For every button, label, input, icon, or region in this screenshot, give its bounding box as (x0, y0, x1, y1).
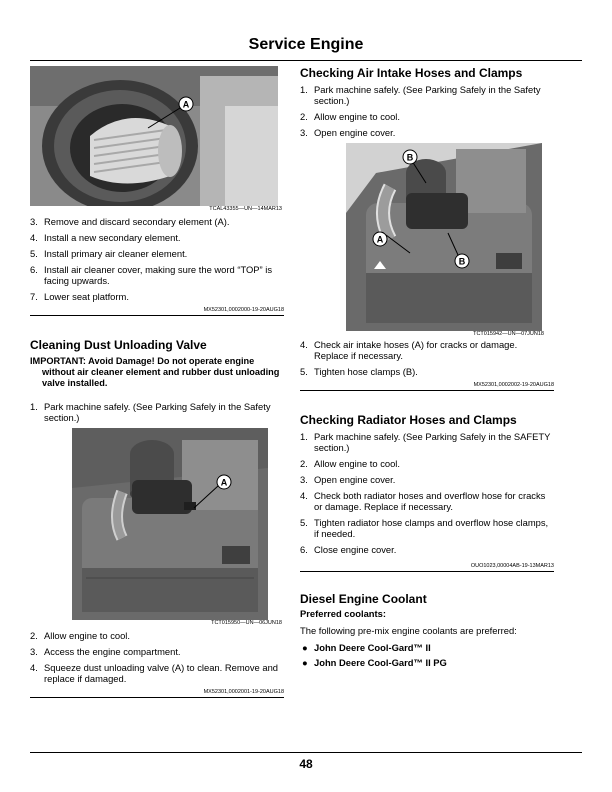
callout-a: A (182, 99, 190, 110)
reference-code: MX52301,0002001-19-20AUG18 (203, 689, 284, 695)
callout-b-bottom: B (458, 256, 466, 267)
figure-caption: TCAL43355—UN—14MAR13 (209, 206, 282, 212)
list-item: 6. Install air cleaner cover, making sure the word “TOP” is facing upwards. (30, 264, 273, 286)
list-item: 4. Check both radiator hoses and overflow hose for cracks or damage. Replace if necessary. (300, 490, 546, 512)
section-subtitle: Preferred coolants: (300, 608, 386, 619)
figure-caption: TCT015942—UN—07JUN18 (473, 331, 544, 337)
list-item: 6. Close engine cover. (300, 544, 397, 555)
list-item: 3. Remove and discard secondary element (A). (30, 216, 230, 227)
list-item: 3. Open engine cover. (300, 127, 396, 138)
air-intake-figure (346, 143, 542, 331)
left-column (30, 66, 284, 698)
figure-caption: TCT015950—UN—06JUN18 (211, 620, 282, 626)
dust-valve-illustration (72, 428, 268, 620)
list-item: 1. Park machine safely. (See Parking Safely in the Safety section.) (30, 401, 271, 423)
list-item: ● John Deere Cool-Gard™ II (302, 642, 431, 653)
section-intro: The following pre-mix engine coolants are preferred: (300, 625, 517, 636)
reference-code: OUO1023,00004AB-19-13MAR13 (470, 563, 554, 569)
list-item: 7. Lower seat platform. (30, 291, 129, 302)
steps-list (300, 84, 554, 138)
list-item: 1. Park machine safely. (See Parking Safely in the Safety section.) (300, 84, 541, 106)
reference-code: MX52301,0002000-19-20AUG18 (203, 307, 284, 313)
page-number: 48 (299, 757, 313, 771)
section-divider (30, 315, 284, 316)
section-divider (300, 571, 554, 572)
important-notice: IMPORTANT: Avoid Damage! Do not operate engine without air cleaner element and rubber dust unloading valve installed. (30, 356, 280, 388)
footer-rule (30, 752, 582, 753)
list-item: 5. Tighten hose clamps (B). (300, 366, 418, 377)
steps-list (30, 401, 284, 423)
steps-list (30, 216, 284, 302)
list-item: 3. Access the engine compartment. (30, 646, 181, 657)
steps-list (300, 431, 554, 555)
list-item: 1. Park machine safely. (See Parking Safely in the SAFETY section.) (300, 431, 551, 453)
list-item: 2. Allow engine to cool. (300, 111, 400, 122)
list-item: 5. Install primary air cleaner element. (30, 248, 188, 259)
section-divider (300, 390, 554, 391)
section-divider (30, 697, 284, 698)
coolant-list (300, 642, 554, 668)
list-item: 2. Allow engine to cool. (30, 630, 130, 641)
section-title: Cleaning Dust Unloading Valve (30, 338, 207, 352)
list-item: 5. Tighten radiator hose clamps and overflow hose clamps, if needed. (300, 517, 549, 539)
reference-code: MX52301,0002002-19-20AUG18 (473, 382, 554, 388)
callout-a: A (220, 477, 228, 488)
header-rule (30, 60, 582, 61)
steps-list (30, 630, 284, 684)
steps-list (300, 339, 554, 377)
section-title: Diesel Engine Coolant (300, 592, 427, 606)
list-item: 3. Open engine cover. (300, 474, 396, 485)
air-intake-illustration (346, 143, 542, 331)
callout-a: A (376, 234, 384, 245)
air-cleaner-figure (30, 66, 278, 206)
air-cleaner-illustration (30, 66, 278, 206)
page-title: Service Engine (248, 36, 364, 53)
list-item: ● John Deere Cool-Gard™ II PG (302, 657, 447, 668)
list-item: 4. Squeeze dust unloading valve (A) to clean. Remove and replace if damaged. (30, 662, 278, 684)
callout-b-top: B (406, 152, 414, 163)
dust-valve-figure (72, 428, 268, 620)
list-item: 4. Install a new secondary element. (30, 232, 181, 243)
right-column (300, 66, 554, 672)
section-title: Checking Air Intake Hoses and Clamps (300, 66, 523, 80)
list-item: 4. Check air intake hoses (A) for cracks or damage. Replace if necessary. (300, 339, 518, 361)
list-item: 2. Allow engine to cool. (300, 458, 400, 469)
section-title: Checking Radiator Hoses and Clamps (300, 413, 517, 427)
